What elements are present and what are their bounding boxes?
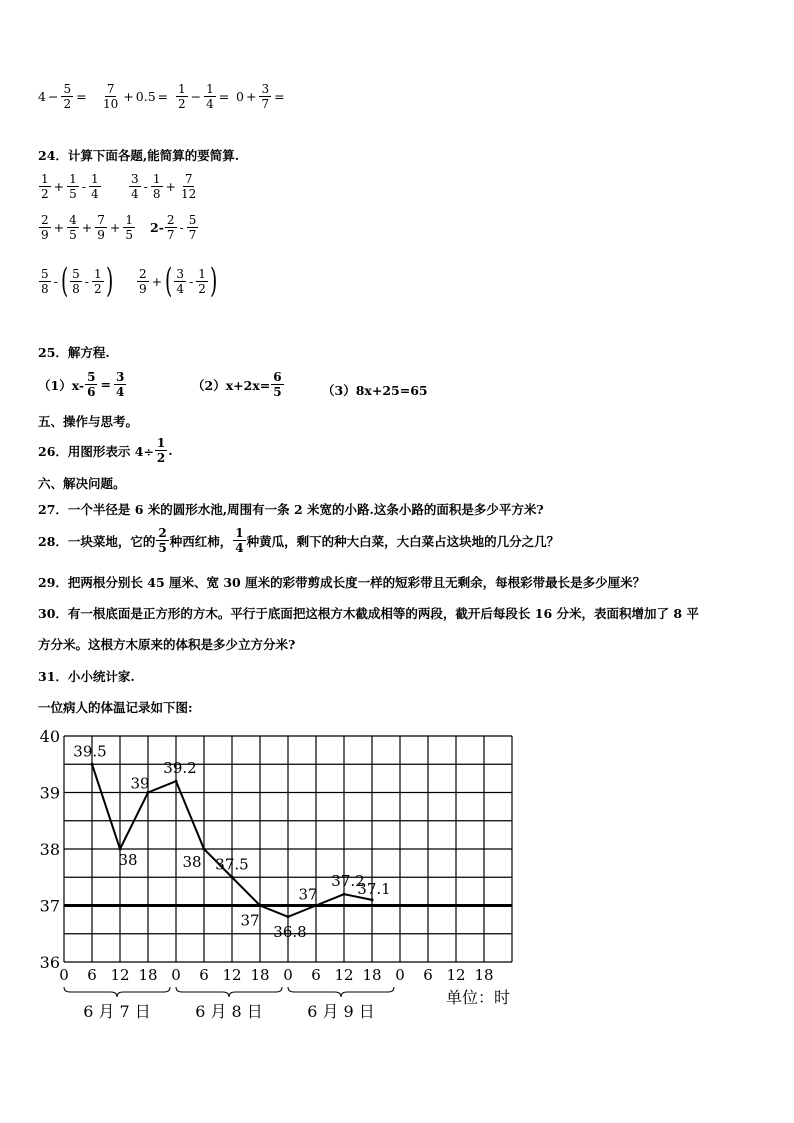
- numerator: 2: [41, 213, 49, 227]
- q26-tail: .: [168, 443, 173, 458]
- data-label: 39.2: [163, 759, 197, 778]
- data-point: [371, 898, 374, 901]
- denominator: 5: [69, 187, 77, 201]
- number: 0.5: [135, 89, 156, 104]
- y-tick-label: 38: [39, 840, 60, 859]
- y-tick-label: 36: [39, 953, 60, 972]
- operator: +: [81, 220, 93, 235]
- operator: +: [123, 89, 134, 104]
- denominator: 4: [176, 281, 185, 296]
- right-paren: ): [105, 261, 113, 301]
- denominator: 12: [181, 187, 197, 201]
- denominator: 7: [188, 228, 197, 242]
- denominator: 4: [131, 187, 139, 201]
- numerator: 1: [178, 82, 186, 96]
- day-bracket: [64, 987, 170, 997]
- day-bracket: [288, 987, 394, 997]
- denominator: 5: [69, 228, 77, 242]
- section-5-heading: 五、操作与思考。: [38, 414, 139, 429]
- numerator: 5: [72, 266, 80, 281]
- denominator: 4: [115, 385, 125, 399]
- numerator: 1: [206, 82, 214, 96]
- q28-text-b: 种西红柿，: [169, 533, 233, 549]
- q28-text-c: 种黄瓜，剩下的种大白菜，大白菜占这块地的几分之几？: [246, 533, 560, 549]
- denominator: 9: [97, 228, 105, 242]
- numerator: 1: [91, 172, 99, 186]
- data-point: [91, 763, 94, 766]
- left-paren: (: [165, 261, 173, 301]
- x-tick-label: 0: [283, 966, 293, 984]
- denominator: 5: [158, 541, 167, 555]
- unit-label: 单位：时: [446, 988, 511, 1007]
- numerator: 2: [158, 526, 167, 540]
- numerator: 3: [261, 82, 270, 96]
- number: 0: [236, 89, 244, 104]
- x-tick-label: 12: [222, 966, 242, 984]
- data-label: 37: [240, 911, 260, 930]
- numerator: 1: [94, 266, 102, 281]
- operator: +: [109, 220, 121, 235]
- equals: =: [157, 89, 169, 104]
- equation-lead: （1）x-: [38, 377, 85, 393]
- numerator: 2: [139, 266, 147, 281]
- numerator: 1: [152, 172, 161, 186]
- q27: 27．一个半径是 6 米的圆形水池,周围有一条 2 米宽的小路.这条小路的面积是多少平方米?: [38, 502, 544, 517]
- operator: -: [84, 273, 90, 289]
- denominator: 5: [273, 385, 282, 399]
- data-point: [203, 848, 206, 851]
- denominator: 2: [198, 281, 206, 296]
- denominator: 2: [94, 281, 102, 296]
- q29: 29．把两根分别长 45 厘米、宽 30 厘米的彩带剪成长度一样的短彩带且无剩余，每根彩带最长是多少厘米？: [38, 575, 646, 590]
- day-bracket: [176, 987, 282, 997]
- number: 2-: [150, 220, 164, 235]
- day-label: 6 月 7 日: [83, 1002, 151, 1021]
- operator: -: [81, 179, 86, 194]
- x-tick-label: 18: [362, 966, 382, 984]
- data-label: 36.8: [273, 922, 307, 941]
- numerator: 2: [166, 213, 175, 227]
- operator: +: [165, 179, 176, 194]
- data-point: [259, 904, 262, 907]
- denominator: 10: [103, 97, 119, 111]
- x-tick-label: 6: [87, 966, 97, 984]
- number: 4: [38, 89, 46, 104]
- equals: =: [76, 89, 87, 104]
- equation-lead: （2）x+2x=: [192, 377, 271, 393]
- operator: -: [143, 179, 148, 194]
- right-paren: ): [209, 261, 218, 301]
- numerator: 5: [63, 82, 72, 96]
- numerator: 1: [198, 266, 206, 281]
- x-tick-label: 6: [199, 966, 209, 984]
- data-point: [175, 780, 178, 783]
- q25-equation-3: （3）8x+25=65: [322, 383, 428, 398]
- x-tick-label: 6: [423, 966, 433, 984]
- numerator: 1: [235, 526, 244, 540]
- operator: +: [245, 89, 257, 104]
- data-point: [315, 904, 318, 907]
- operator: −: [47, 89, 59, 104]
- equals: =: [218, 89, 230, 104]
- q24-title: 24．计算下面各题,能简算的要简算.: [38, 148, 240, 163]
- denominator: 9: [139, 281, 147, 296]
- x-tick-label: 0: [59, 966, 69, 984]
- operator: −: [190, 89, 202, 104]
- q28-text-a: 28．一块菜地，它的: [38, 533, 156, 549]
- equals: =: [100, 377, 111, 392]
- x-tick-label: 12: [110, 966, 130, 984]
- data-label: 39: [130, 774, 150, 793]
- denominator: 5: [125, 228, 134, 242]
- denominator: 7: [261, 97, 270, 111]
- denominator: 8: [72, 281, 80, 296]
- data-label: 39.5: [73, 742, 107, 761]
- data-label: 37: [298, 885, 318, 904]
- data-label: 37.1: [357, 879, 391, 898]
- x-tick-label: 0: [171, 966, 181, 984]
- numerator: 5: [188, 213, 197, 227]
- numerator: 1: [41, 172, 49, 186]
- denominator: 6: [87, 385, 96, 399]
- data-point: [287, 915, 290, 918]
- q25-title: 25．解方程.: [38, 345, 110, 360]
- numerator: 3: [131, 172, 139, 186]
- numerator: 6: [273, 370, 282, 384]
- operator: -: [179, 220, 184, 235]
- denominator: 2: [63, 97, 72, 111]
- denominator: 4: [91, 187, 99, 201]
- q26-text: 26．用图形表示 4÷: [38, 443, 154, 459]
- numerator: 3: [115, 370, 125, 384]
- numerator: 1: [125, 213, 134, 227]
- x-tick-label: 0: [395, 966, 405, 984]
- left-paren: (: [60, 261, 69, 301]
- x-tick-label: 18: [138, 966, 158, 984]
- numerator: 1: [156, 436, 166, 450]
- denominator: 7: [166, 228, 175, 242]
- x-tick-label: 12: [334, 966, 354, 984]
- data-point: [343, 893, 346, 896]
- x-tick-label: 18: [474, 966, 494, 984]
- operator: -: [189, 273, 194, 289]
- data-label: 38: [118, 851, 138, 869]
- denominator: 9: [41, 228, 49, 242]
- numerator: 7: [184, 172, 193, 186]
- denominator: 2: [156, 451, 166, 465]
- denominator: 2: [41, 187, 49, 201]
- q31-title: 31．小小统计家.: [38, 669, 135, 684]
- denominator: 8: [152, 187, 161, 201]
- operator: +: [53, 179, 65, 194]
- denominator: 8: [41, 281, 49, 296]
- numerator: 5: [41, 266, 49, 281]
- denominator: 4: [206, 97, 214, 111]
- x-tick-label: 6: [311, 966, 321, 984]
- operator: -: [53, 273, 58, 289]
- day-label: 6 月 8 日: [195, 1002, 263, 1021]
- data-point: [231, 876, 234, 879]
- operator: +: [53, 220, 65, 235]
- denominator: 4: [235, 541, 244, 555]
- numerator: 5: [87, 370, 96, 384]
- data-label: 38: [182, 853, 202, 871]
- x-tick-label: 12: [446, 966, 466, 984]
- denominator: 2: [178, 97, 186, 111]
- data-label: 37.2: [331, 872, 365, 891]
- data-label: 37.5: [215, 855, 249, 874]
- chart-intro: 一位病人的体温记录如下图:: [38, 700, 193, 715]
- y-tick-label: 40: [39, 727, 60, 746]
- x-tick-label: 18: [250, 966, 270, 984]
- numerator: 7: [97, 213, 105, 227]
- section-6-heading: 六、解决问题。: [38, 476, 126, 491]
- numerator: 4: [69, 213, 77, 227]
- y-tick-label: 37: [39, 896, 60, 916]
- numerator: 3: [176, 266, 185, 281]
- equals: =: [274, 89, 285, 104]
- numerator: 7: [106, 82, 115, 96]
- day-label: 6 月 9 日: [307, 1002, 375, 1021]
- q30-line-2: 方分米。这根方木原来的体积是多少立方分米?: [38, 637, 296, 652]
- numerator: 1: [69, 172, 77, 186]
- operator: +: [151, 273, 163, 289]
- y-tick-label: 39: [39, 783, 60, 803]
- q30-line-1: 30．有一根底面是正方形的方木。平行于底面把这根方木截成相等的两段，截开后每段长 16 分米，表面积增加了 8 平: [38, 606, 699, 621]
